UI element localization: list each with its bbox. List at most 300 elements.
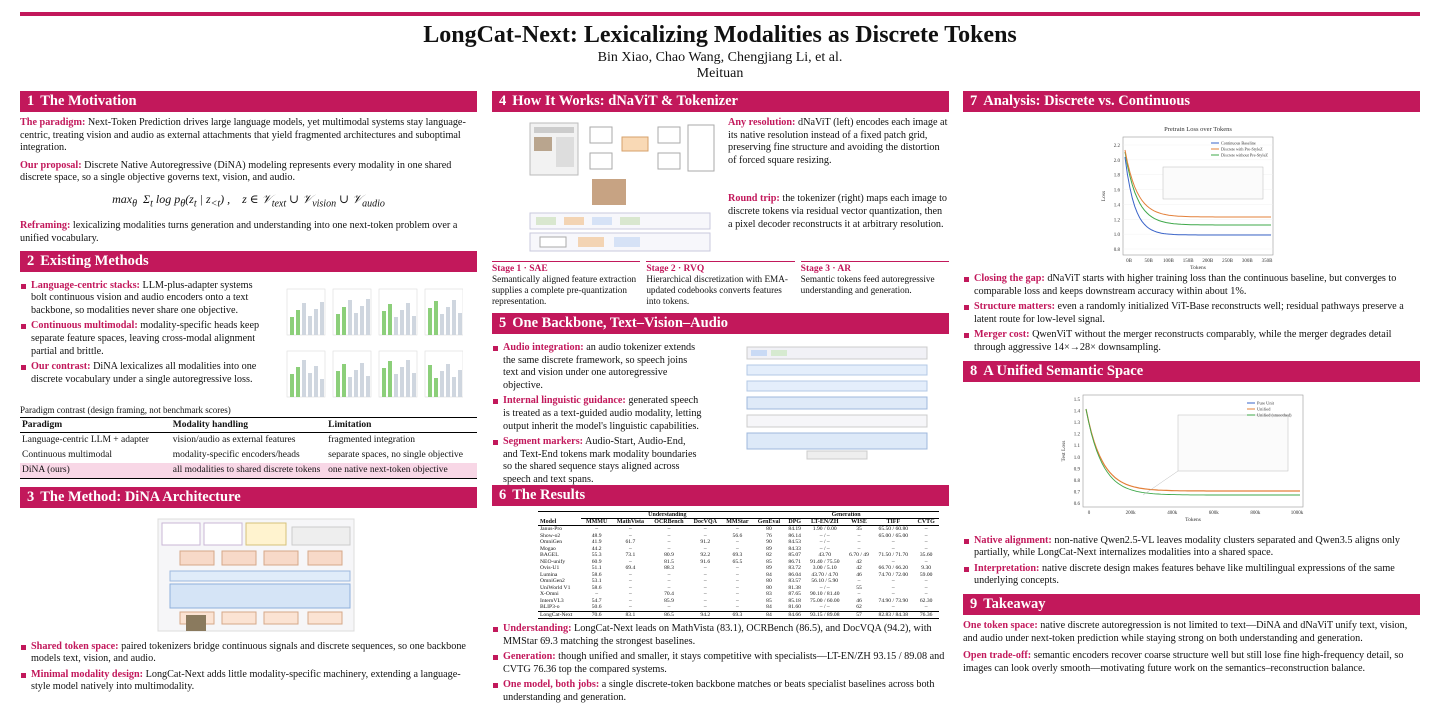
panel-bar	[458, 313, 462, 335]
score-cell: 53.1	[591, 578, 602, 584]
audio-sequence-figure	[737, 343, 949, 463]
top-accent-bar	[20, 12, 1420, 16]
score-cell: 55	[856, 584, 862, 591]
section-header-unified-space: 8 A Unified Semantic Space	[963, 361, 1420, 382]
panel-bar	[428, 308, 432, 335]
model-name: Janus-Pro	[540, 526, 563, 532]
score-cell: –	[667, 584, 671, 591]
section-header-how-it-works: 4 How It Works: dNaViT & Tokenizer	[492, 91, 949, 112]
unified-space-list	[963, 535, 1420, 588]
table-header: WISE	[845, 519, 873, 526]
score-cell: 60.9	[591, 558, 602, 565]
y-tick-label: 2.0	[1113, 158, 1120, 164]
dnavit-any-resolution: Any resolution: dNaViT (left) encodes each image at its native resolution instead of a fixed patch grid, preserving fine structure and avoiding the distortion of forced square resizing.	[728, 117, 948, 166]
x-axis-label: Tokens	[1185, 516, 1201, 523]
x-tick-label: 0	[1087, 510, 1091, 516]
table-header: MMStar	[722, 519, 754, 526]
score-cell: –	[629, 597, 632, 604]
score-cell: 84	[766, 604, 772, 610]
score-cell: –	[736, 565, 739, 571]
panel-bar	[412, 316, 416, 335]
panel-bar	[354, 370, 358, 397]
legend-label: Pure Unit	[1257, 400, 1274, 406]
y-tick-label: 1.8	[1113, 173, 1120, 179]
score-cell: 76	[766, 532, 772, 539]
table-header: TIFF	[873, 519, 913, 526]
score-cell: 65.50 / 60.80	[878, 526, 909, 532]
score-cell: 91.40 / 75.50	[809, 558, 840, 565]
score-cell: –	[891, 604, 895, 610]
score-cell: –	[703, 532, 707, 539]
table-row: Continuous multimodal modality-specific encoders/heads separate spaces, no single objective	[22, 449, 463, 460]
panel-bar	[434, 301, 438, 335]
score-cell: 83	[766, 591, 772, 597]
table-row: Language-centric LLM + adapter vision/audio as external features fragmented integration	[22, 434, 415, 445]
score-cell: 80.9	[664, 552, 674, 558]
panel-bar	[314, 309, 318, 335]
y-tick-label: 0.8	[1073, 478, 1080, 484]
score-cell: –	[857, 591, 861, 597]
score-cell: 58.6	[591, 571, 602, 578]
score-cell: 51.1	[591, 565, 602, 571]
score-cell: –	[629, 545, 632, 552]
score-cell: –	[629, 584, 632, 591]
method-list	[20, 641, 477, 694]
score-cell: 3.00 / 5.10	[812, 565, 837, 571]
score-cell: 46	[856, 571, 862, 578]
column-right	[963, 91, 1420, 680]
score-cell: 93.15 / 89.08	[805, 611, 845, 619]
score-cell: 84	[753, 611, 785, 619]
legend-label: Discrete with Pre-StyleZ	[1221, 146, 1263, 152]
panel-bar	[458, 370, 462, 397]
poster-title: LongCat-Next: Lexicalizing Modalities as Discrete Tokens	[423, 22, 1017, 48]
poster-authors: Bin Xiao, Chao Wang, Chengjiang Li, et al.	[597, 50, 843, 65]
panel-bar	[348, 377, 352, 397]
score-cell: –	[924, 532, 928, 539]
panel-bar	[406, 303, 410, 335]
score-cell: 58.6	[591, 584, 602, 591]
score-cell: 84	[766, 571, 772, 578]
motivation-reframing: Reframing: lexicalizing modalities turns generation and understanding into one next-token problem over a unified vocabulary.	[20, 220, 458, 244]
y-tick-label: 1.1	[1073, 443, 1080, 449]
x-tick-label: 300B	[1241, 259, 1253, 264]
table-header: LT-EN/ZH	[805, 519, 845, 526]
section-header-motivation: 1 The Motivation	[20, 91, 477, 112]
pipeline-stages	[492, 261, 949, 307]
score-cell: –	[667, 526, 671, 532]
score-cell: 87.65	[788, 591, 801, 597]
score-cell: 62	[856, 604, 862, 610]
panel-bar	[302, 360, 306, 397]
section-header-takeaway: 9 Takeaway	[963, 594, 1420, 615]
y-axis-label: Loss	[1101, 190, 1107, 202]
panel-bar	[342, 307, 346, 335]
y-tick-label: 1.4	[1113, 203, 1120, 209]
x-tick-label: 600k	[1208, 510, 1219, 516]
score-cell: 74.70 / 72.00	[878, 571, 909, 578]
inset-zoom	[1163, 167, 1263, 199]
table-header: DocVQA	[689, 519, 722, 526]
score-cell: –	[736, 597, 739, 604]
score-cell: 84.66	[785, 611, 805, 619]
panel-bar	[382, 311, 386, 335]
x-tick-label: 200B	[1202, 259, 1214, 264]
table-header: DPG	[785, 519, 805, 526]
panel-bar	[406, 360, 410, 397]
score-cell: 6.70 / 49	[849, 552, 869, 558]
panel-bar	[290, 317, 294, 335]
list-item: Structure matters: even a randomly initialized ViT-Base reconstructs well; residual pathways preserve a latent route for low-level signal.	[963, 301, 1420, 326]
score-cell: 43.70	[818, 552, 832, 558]
list-item: Closing the gap: dNaViT starts with higher training loss than the continuous baseline, but converges to comparable loss and keeps downstream accuracy within about 1%.	[963, 273, 1420, 298]
score-cell: –	[703, 604, 707, 610]
score-cell: –	[667, 545, 671, 552]
table-row: DiNA (ours) all modalities to shared discrete tokens one native next-token objective	[20, 463, 477, 479]
list-item: Generation: though unified and smaller, it stays competitive with specialists—LT-EN/ZH 93.15 / 89.08 and CVTG 76.36 top the compared systems.	[492, 651, 949, 676]
y-tick-label: 0.7	[1073, 490, 1080, 496]
score-cell: –	[703, 545, 707, 552]
score-cell: 71.50 / 71.70	[878, 552, 909, 558]
column-middle	[492, 91, 949, 708]
score-cell: 94.2	[689, 611, 722, 619]
y-tick-label: 0.6	[1073, 501, 1080, 507]
score-cell: 85.9	[664, 597, 674, 604]
score-cell: –	[924, 526, 928, 532]
score-cell: 85	[766, 558, 772, 565]
panel-bar	[336, 371, 340, 397]
list-item: Internal linguistic guidance: generated speech is treated as a text-guided audio modality, letting output inherit the model's linguistic capabilities.	[492, 395, 703, 433]
panel-bar	[360, 306, 364, 335]
panel-bar	[348, 300, 352, 335]
score-cell: 91.2	[700, 539, 711, 545]
score-cell: –	[667, 578, 671, 584]
score-cell: –	[891, 584, 895, 591]
score-cell: –	[667, 539, 671, 545]
list-item: Minimal modality design: LongCat-Next adds little modality-specific machinery, extending a language-style model natively into multimodality.	[20, 669, 477, 694]
score-cell: 74.90 / 73.90	[878, 597, 909, 604]
section-header-analysis: 7 Analysis: Discrete vs. Continuous	[963, 91, 1420, 112]
score-cell: 90.10 / 81.40	[809, 591, 840, 597]
score-cell: 41.9	[591, 539, 602, 545]
score-cell: –	[924, 584, 928, 591]
score-cell: –	[857, 578, 861, 584]
model-name: InternVL3	[540, 597, 564, 604]
x-tick-label: 0B	[1126, 259, 1132, 264]
objective-equation: $\max_\theta \Sigma_t$ $\log p_\theta(z_t$ | $z_{<t}$) , z ∈ 𝒱$_{text}$ ∪ 𝒱$_{vision}$ ∪ 𝒱$_{audio}$	[112, 191, 385, 210]
score-cell: 35.60	[919, 552, 933, 558]
list-item: Understanding: LongCat-Next leads on MathVista (83.1), OCRBench (86.5), and DocVQA (94.2), with MMStar 69.3 matching the strongest baselines.	[492, 623, 949, 648]
table-row	[538, 604, 939, 611]
inset-zoom	[1178, 415, 1288, 471]
score-cell: 76.36	[913, 611, 939, 619]
score-cell: 65.00 / 65.00	[878, 532, 909, 539]
panel-bar	[388, 361, 392, 397]
list-item: Shared token space: paired tokenizers bridge continuous signals and discrete sequences, so one backbone models text, vision, and audio.	[20, 641, 477, 666]
list-item: Audio integration: an audio tokenizer extends the same discrete framework, so speech joins text and vision under one autoregressive objective.	[492, 342, 703, 392]
model-name: NEO-unify	[540, 558, 566, 565]
y-tick-label: 1.4	[1073, 409, 1080, 415]
score-cell: – / –	[819, 604, 830, 610]
score-cell: –	[629, 591, 632, 597]
score-cell: –	[595, 591, 599, 597]
panel-bar	[446, 364, 450, 397]
score-cell: –	[736, 545, 739, 552]
y-tick-label: 1.2	[1073, 432, 1080, 438]
score-cell: 89	[766, 565, 772, 571]
score-cell: –	[703, 597, 707, 604]
x-tick-label: 1000k	[1290, 510, 1304, 516]
list-item: Language-centric stacks: LLM-plus-adapter systems bolt continuous vision and audio encoders onto a text backbone, so modalities never share one objective.	[20, 280, 265, 318]
paradigm-table-caption: Paradigm contrast (design framing, not benchmark scores)	[20, 404, 231, 415]
score-cell: 86.5	[649, 611, 689, 619]
score-cell: 42	[856, 565, 862, 571]
score-cell: –	[924, 545, 928, 552]
panel-bar	[314, 366, 318, 397]
panel-bar	[366, 299, 370, 335]
score-cell: 88.3	[664, 565, 674, 571]
score-cell: –	[891, 578, 895, 584]
score-cell: 84.33	[788, 545, 801, 552]
score-cell: 46	[856, 597, 862, 604]
score-cell: 65.5	[732, 558, 743, 565]
score-cell: –	[595, 526, 599, 532]
motivation-proposal: Our proposal: Discrete Native Autoregressive (DiNA) modeling represents every modality in one shared discrete space, so a single objective governs text, vision, and audio.	[20, 159, 452, 184]
score-cell: 82	[766, 552, 772, 558]
test-loss-chart	[963, 387, 1420, 527]
score-cell: 73.1	[625, 552, 636, 558]
score-cell: 66.70 / 66.20	[878, 565, 909, 571]
panel-bar	[366, 376, 370, 397]
x-tick-label: 400k	[1167, 510, 1178, 516]
score-cell: – / –	[819, 584, 830, 591]
score-cell: –	[736, 526, 739, 532]
table-header: OCRBench	[649, 519, 689, 526]
legend-label: Unified (smoothed)	[1257, 412, 1292, 418]
y-tick-label: 1.0	[1073, 455, 1080, 461]
list-item: Segment markers: Audio-Start, Audio-End, and Text-End tokens mark modality boundaries so the shared sequence stays aligned across speech and text spans.	[492, 436, 703, 486]
score-cell: 85.18	[788, 597, 801, 604]
score-cell: 70.4	[664, 591, 674, 597]
score-cell: 69.3	[722, 611, 754, 619]
y-tick-label: 1.2	[1113, 218, 1120, 224]
score-cell: –	[667, 532, 671, 539]
panel-bar	[354, 313, 358, 335]
stage-card: Stage 3 · AR Semantic tokens feed autoregressive understanding and generation.	[801, 261, 949, 307]
score-cell: –	[703, 591, 707, 597]
score-cell: –	[857, 532, 861, 539]
results-table: Understanding Generation Model MMMU MathVista OCRBench DocVQA MMStar GenEval DPG LT-EN/ZH WISE TIFF CVTG Janus-Pro – – – – – 80 84.19 1.90 / 0.00 35 65.50 / 60.80 – Show-o2 48.9 – – – 56.6 76 86.14 – / – – 65.00 / 65.00 – OmniGen 41.9 61.7 – 91.2 – 90 84.53 – / – – – – Mogao 44.2 – – – – 89 84.33 – / – – – – BAGEL 55.3 73.1 80.9 92.2 69.3 82 85.07 43.70 6.70 / 49 71.50 / 71.70 35.60 NEO-unify 60.9 – 81.5 91.6 65.5 85 86.71 91.40 / 75.50 42 – – Ovis-U1 51.1 69.4 88.3 – – 89 83.72 3.00 / 5.10 42 66.70 / 66.20 9.30 Lumina 58.6 – – – – 84 86.04 43.70 / 4.70 46 74.70 / 72.00 59.00 OmniGen2 53.1 – – – – 80 83.57 56.10 / 5.90 – – – UniWorld V1 58.6 – – – – 80 81.38 – / – 55 – – X-Omni – – 70.4 – – 83 87.65 90.10 / 81.40 – – – InternVL3 54.7 – 85.9 – – 85 85.18 75.00 / 60.00 46 74.90 / 73.90 62.30 BLIP3-o 50.6 – – – – 84 81.60 – / – 62 – – LongCat-Next 70.6 83.1 86.5 94.2 69.3 84 84.66 93.15 / 89.08 57 82.83 / 84.38 76.36	[538, 511, 939, 619]
panel-bar	[308, 316, 312, 335]
tokenizer-round-trip: Round trip: the tokenizer (right) maps each image to discrete tokens via residual vector quantization, then a pixel decoder reconstructs it at arbitrary resolution.	[728, 193, 947, 230]
pretrain-loss-chart	[963, 117, 1420, 269]
score-cell: 83.1	[612, 611, 649, 619]
score-cell: 44.2	[591, 545, 602, 552]
score-cell: –	[703, 571, 707, 578]
panel-bar	[400, 310, 404, 335]
score-cell: 43.70 / 4.70	[811, 571, 839, 578]
column-left	[20, 91, 477, 697]
list-item: Our contrast: DiNA lexicalizes all modalities into one discrete vocabulary under a single autoregressive loss.	[20, 361, 265, 386]
y-tick-label: 0.9	[1073, 466, 1080, 472]
table-header: Model	[538, 519, 581, 526]
score-cell: 80	[766, 584, 772, 591]
score-cell: –	[857, 539, 861, 545]
score-cell: –	[667, 604, 671, 610]
score-cell: –	[736, 584, 739, 591]
list-item: Native alignment: non-native Qwen2.5-VL leaves modality clusters separated and Qwen3.5 aligns only partially, while LongCat-Next internalizes modalities into a shared space.	[963, 535, 1420, 560]
score-cell: 83.72	[788, 565, 801, 571]
table-header: CVTG	[913, 519, 939, 526]
section-header-one-backbone: 5 One Backbone, Text–Vision–Audio	[492, 313, 949, 334]
results-table-container	[492, 511, 949, 623]
x-tick-label: 350B	[1261, 259, 1273, 264]
panel-bar	[394, 317, 398, 335]
score-cell: –	[667, 571, 671, 578]
score-cell: 86.04	[788, 571, 801, 578]
score-cell: –	[891, 558, 895, 565]
score-cell: 80	[766, 526, 772, 532]
panel-bar	[296, 367, 300, 397]
table-header: GenEval	[753, 519, 785, 526]
panel-bar	[360, 363, 364, 397]
x-tick-label: 50B	[1144, 259, 1153, 264]
dnavit-tokenizer-figure	[492, 117, 720, 255]
score-cell: –	[629, 558, 632, 565]
score-cell: –	[924, 539, 928, 545]
poster-header	[0, 20, 1440, 82]
score-cell: –	[891, 539, 895, 545]
panel-bar	[308, 373, 312, 397]
score-cell: 85.07	[788, 552, 801, 558]
section-header-method: 3 The Method: DiNA Architecture	[20, 487, 477, 508]
panel-bar	[388, 304, 392, 335]
y-axis-label: Test Loss	[1061, 440, 1067, 461]
score-cell: –	[736, 604, 739, 610]
model-name: Show-o2	[540, 532, 561, 539]
table-header: MathVista	[612, 519, 649, 526]
y-tick-label: 2.2	[1113, 144, 1120, 149]
score-cell: 81.5	[664, 558, 674, 565]
score-cell: –	[736, 571, 739, 578]
list-item: Continuous multimodal: modality-specific heads keep separate feature spaces, leaving cross-modal alignment partial and brittle.	[20, 320, 265, 358]
panel-bar	[382, 368, 386, 397]
model-name: X-Omni	[540, 591, 559, 597]
score-cell: –	[924, 558, 928, 565]
model-name: UniWorld V1	[540, 584, 571, 591]
score-cell: 62.30	[919, 597, 933, 604]
score-cell: 84.53	[788, 539, 801, 545]
table-row	[538, 565, 939, 572]
score-cell: 84.19	[788, 526, 801, 532]
score-cell: – / –	[819, 545, 830, 552]
score-cell: 48.9	[591, 532, 602, 539]
score-cell: 56.10 / 5.90	[811, 578, 839, 584]
model-name: Lumina	[540, 571, 558, 578]
legend-label: Continuous Baseline	[1221, 140, 1256, 146]
score-cell: 59.00	[919, 571, 933, 578]
score-cell: 86.14	[788, 532, 801, 539]
table-header: Limitation	[326, 417, 477, 432]
benchmark-bar-grid-figure	[283, 279, 463, 399]
score-cell: 1.90 / 0.00	[812, 526, 837, 532]
legend-label: Unified	[1257, 406, 1271, 412]
score-cell: 90	[766, 539, 772, 545]
panel-bar	[428, 365, 432, 397]
score-cell: – / –	[819, 532, 830, 539]
y-tick-label: 1.3	[1073, 420, 1080, 426]
x-tick-label: 150B	[1182, 259, 1194, 264]
analysis-list	[963, 273, 1420, 355]
table-row	[538, 552, 939, 559]
results-list	[492, 623, 949, 705]
score-cell: –	[924, 578, 928, 584]
score-cell: –	[736, 591, 739, 597]
panel-bar	[336, 314, 340, 335]
stage-card: Stage 2 · RVQ Hierarchical discretization with EMA-updated codebooks converts features into tokens.	[646, 261, 794, 307]
panel-bar	[440, 371, 444, 397]
y-tick-label: 1.6	[1113, 188, 1120, 194]
score-cell: –	[629, 578, 632, 584]
score-cell: –	[924, 591, 928, 597]
x-axis-label: Tokens	[1190, 265, 1206, 269]
panel-bar	[342, 364, 346, 397]
panel-bar	[452, 377, 456, 397]
score-cell: 92.2	[700, 552, 711, 558]
score-cell: 69.3	[732, 552, 743, 558]
score-cell: –	[629, 604, 632, 610]
score-cell: 89	[766, 545, 772, 552]
panel-bar	[440, 314, 444, 335]
score-cell: 57	[845, 611, 873, 619]
score-cell: 56.6	[732, 532, 743, 539]
table-header: MMMU	[581, 519, 611, 526]
model-name: OmniGen	[540, 539, 563, 545]
score-cell: 91.6	[700, 558, 711, 565]
score-cell: 55.3	[591, 552, 602, 558]
section-header-results: 6 The Results	[492, 485, 949, 506]
score-cell: 75.00 / 60.00	[809, 597, 840, 604]
score-cell: 85	[766, 597, 772, 604]
score-cell: 86.71	[788, 558, 801, 565]
score-cell: –	[629, 526, 632, 532]
x-tick-label: 200k	[1125, 510, 1136, 516]
model-name: Ovis-U1	[540, 565, 560, 571]
legend-label: Discrete without Pre-StyleZ	[1221, 152, 1268, 158]
list-item: Interpretation: native discrete design makes features behave like multilingual expressions of the same underlying concepts.	[963, 563, 1420, 588]
model-name: LongCat-Next	[538, 611, 581, 619]
score-cell: –	[703, 565, 707, 571]
score-cell: 61.7	[625, 539, 636, 545]
panel-bar	[320, 302, 324, 335]
poster-affiliation: Meituan	[696, 66, 744, 81]
score-cell: –	[736, 539, 739, 545]
chart-title: Pretrain Loss over Tokens	[1164, 126, 1232, 133]
score-cell: 50.6	[591, 604, 602, 610]
panel-bar	[400, 367, 404, 397]
panel-bar	[446, 307, 450, 335]
x-tick-label: 100B	[1163, 259, 1174, 264]
takeaway-open-trade-off: Open trade-off: semantic encoders recover coarse structure well but still lose fine high-frequency detail, so images can look overly smooth—motivating future work on the semantics–reconstruction balance.	[963, 650, 1404, 674]
x-tick-label: 800k	[1250, 510, 1261, 516]
score-cell: –	[891, 545, 895, 552]
model-name: BAGEL	[540, 552, 559, 558]
score-cell: 54.7	[591, 597, 602, 604]
table-row	[538, 611, 939, 619]
panel-bar	[412, 373, 416, 397]
x-tick-label: 250B	[1222, 259, 1233, 264]
score-cell: –	[629, 532, 632, 539]
